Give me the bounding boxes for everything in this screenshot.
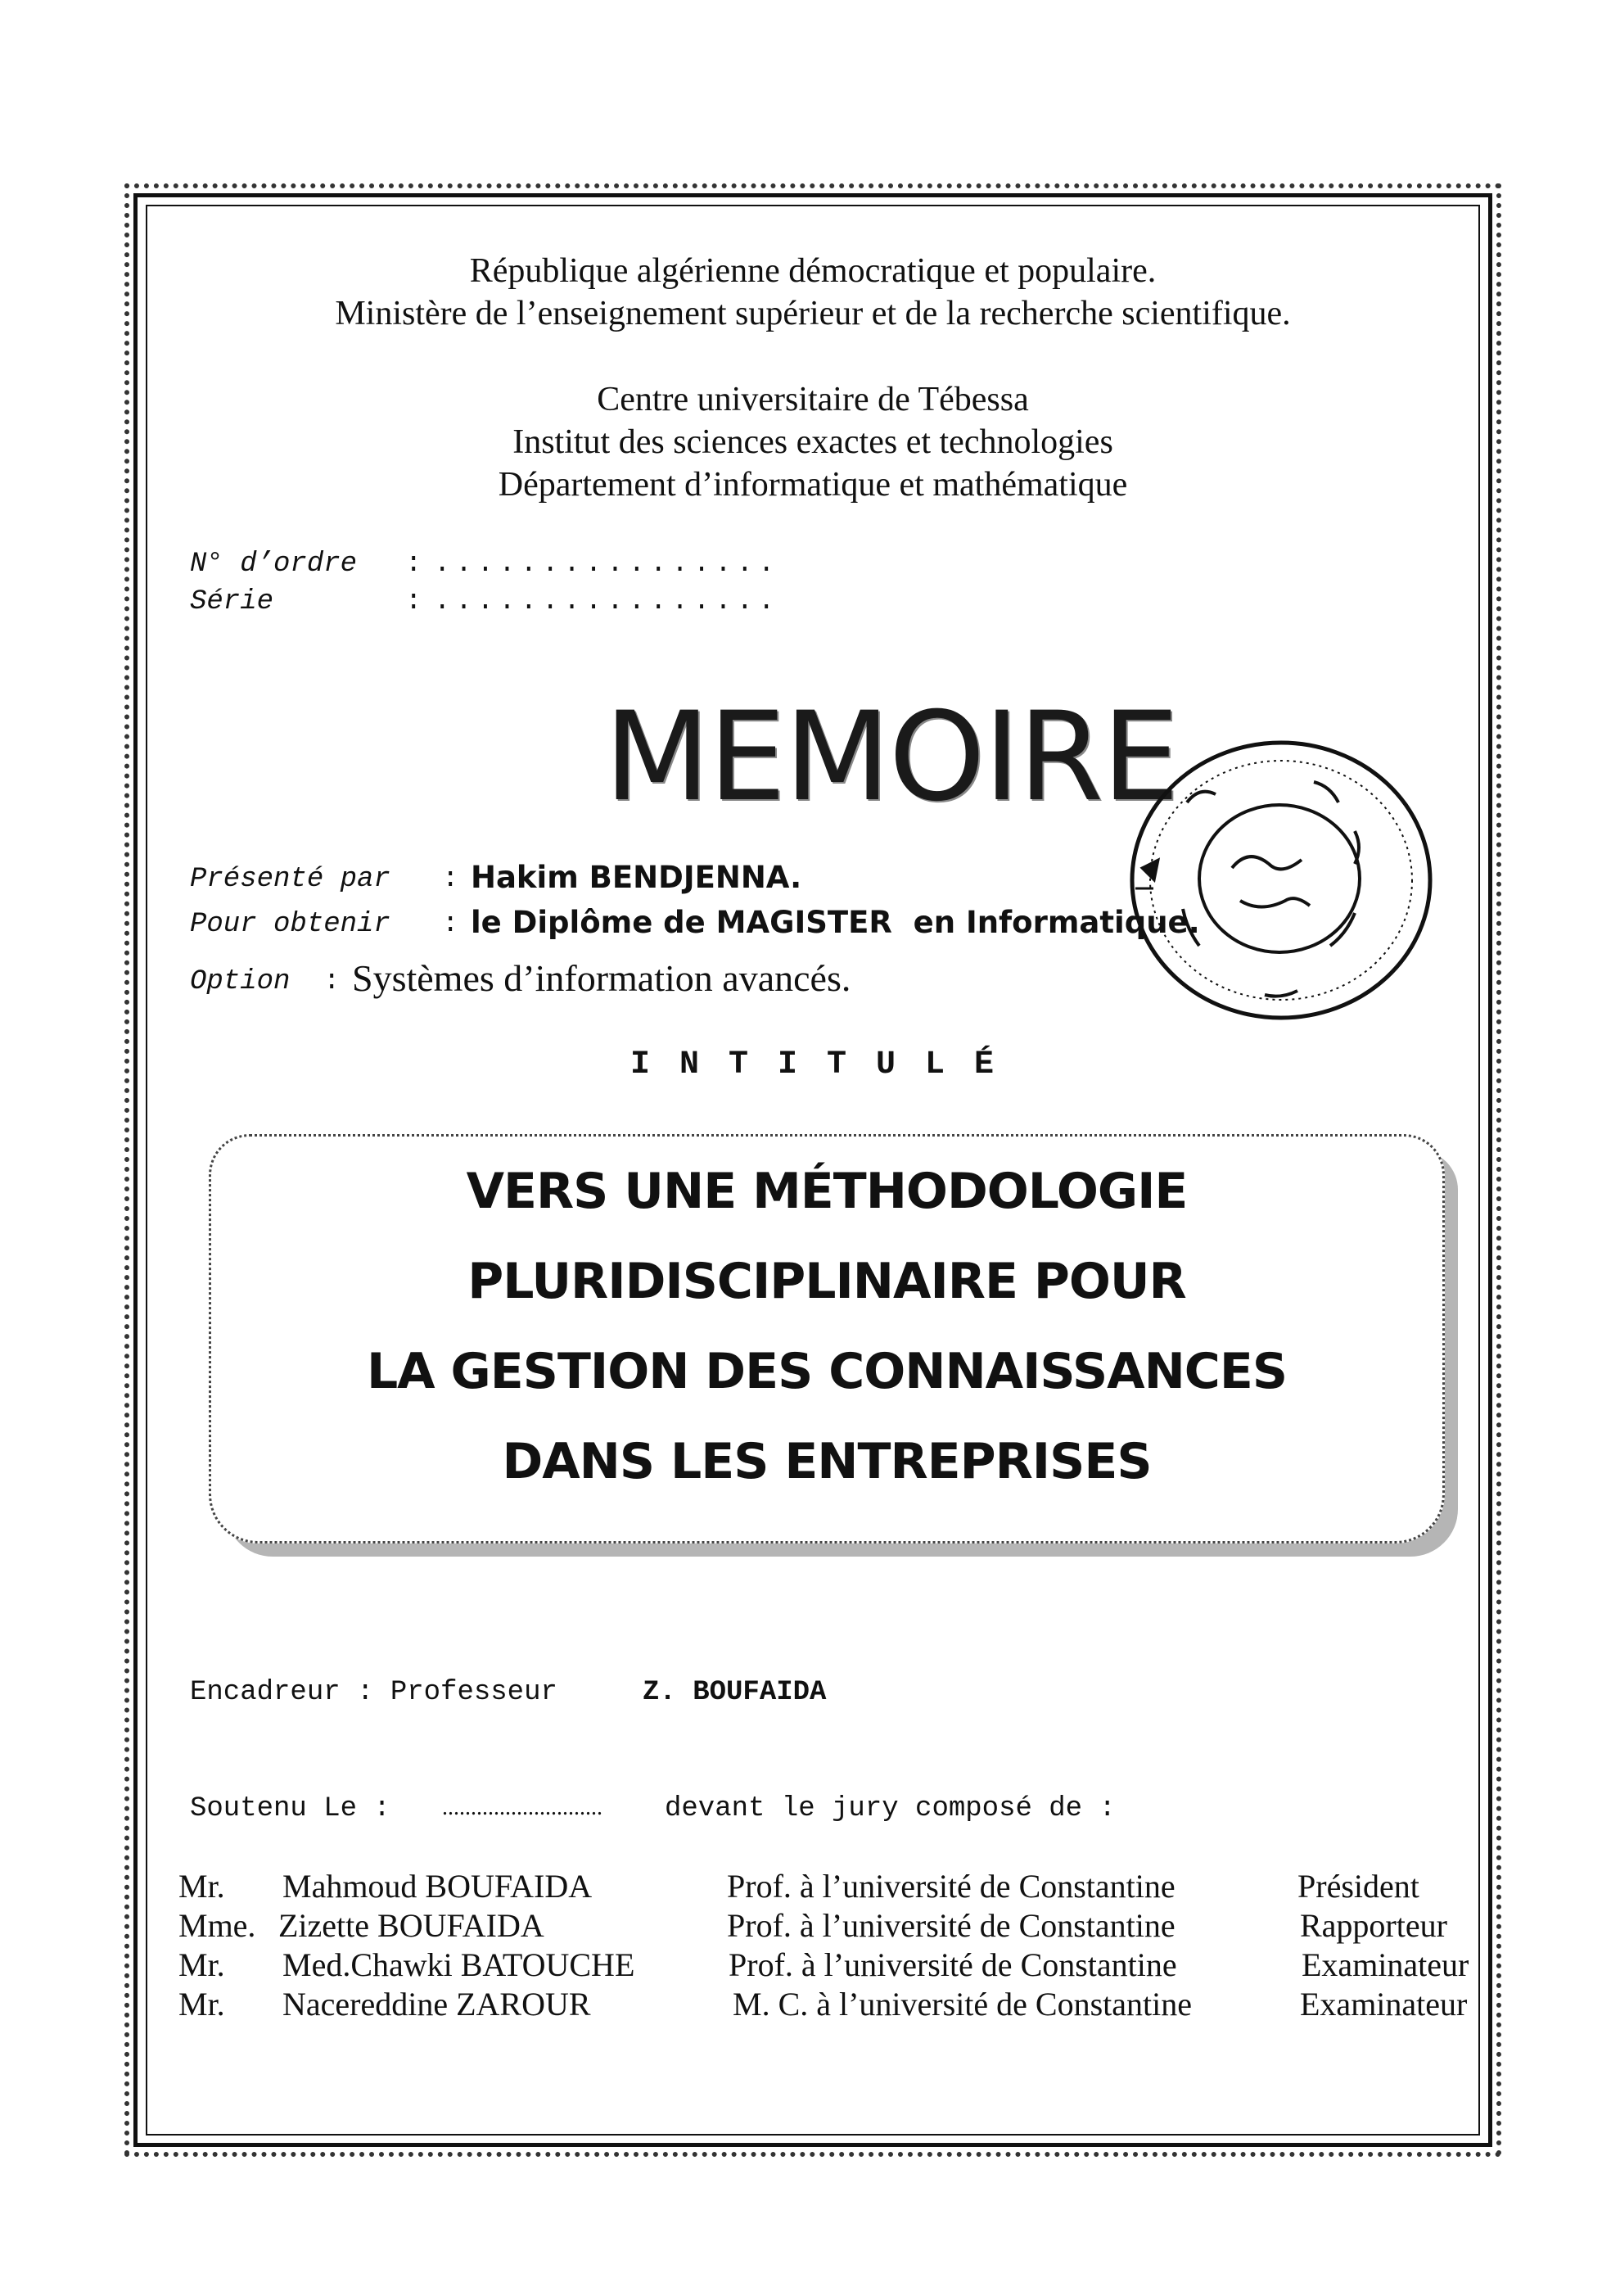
obtain-label: Pour obtenir — [190, 909, 390, 940]
ministry-line: Ministère de l’enseignement supérieur et de la recherche scientifique. — [335, 295, 1291, 332]
center-line: Centre universitaire de Tébessa — [597, 381, 1029, 418]
serie-label: Série — [190, 586, 274, 617]
jury-name: Nacereddine ZAROUR — [282, 1986, 591, 2023]
document-type-title: MEMOIRE — [604, 686, 1178, 829]
obtain-value: le Diplôme de MAGISTER en Informatique. — [471, 905, 1200, 940]
jury-position: Prof. à l’université de Constantine — [727, 1868, 1176, 1905]
thesis-title-line-1: VERS UNE MÉTHODOLOGIE — [466, 1163, 1188, 1220]
official-stamp-icon — [1109, 725, 1437, 1032]
jury-position: Prof. à l’université de Constantine — [729, 1946, 1177, 1983]
serie-dots: ................ — [434, 586, 780, 617]
order-number-colon: : — [405, 549, 422, 580]
jury-name: Med.Chawki BATOUCHE — [282, 1946, 635, 1983]
defense-date-dots: ............................ — [442, 1795, 602, 1820]
presented-by-colon: : — [442, 864, 459, 895]
intitule-label: INTITULÉ — [630, 1046, 1024, 1083]
department-line: Département d’informatique et mathématique — [498, 466, 1128, 504]
obtain-colon: : — [442, 909, 459, 940]
supervisor-name: Z. BOUFAIDA — [643, 1677, 827, 1708]
presented-by-label: Présenté par — [190, 864, 390, 895]
republic-line: République algérienne démocratique et populaire. — [469, 252, 1157, 290]
institute-line: Institut des sciences exactes et technologies — [512, 423, 1113, 461]
defense-suffix: devant le jury composé de : — [665, 1793, 1116, 1824]
order-number-label: N° d’ordre — [190, 549, 358, 580]
jury-role: Examinateur — [1302, 1946, 1469, 1983]
serie-colon: : — [405, 586, 422, 617]
presented-by-value: Hakim BENDJENNA. — [471, 860, 802, 895]
order-number-dots: ................ — [434, 549, 780, 580]
jury-name: Mahmoud BOUFAIDA — [282, 1868, 593, 1905]
jury-position: Prof. à l’université de Constantine — [727, 1907, 1176, 1944]
option-label: Option — [190, 966, 291, 997]
jury-role: Examinateur — [1300, 1986, 1468, 2023]
supervisor-label: Encadreur : Professeur — [190, 1677, 557, 1708]
thesis-title-line-2: PLURIDISCIPLINAIRE POUR — [467, 1253, 1186, 1310]
option-colon: : — [323, 966, 341, 997]
jury-name: Zizette BOUFAIDA — [278, 1907, 544, 1944]
option-value: Systèmes d’information avancés. — [352, 957, 851, 999]
jury-title: Mr. — [178, 1946, 225, 1983]
jury-title: Mme. — [178, 1907, 256, 1944]
jury-title: Mr. — [178, 1868, 225, 1905]
jury-role: Président — [1297, 1868, 1419, 1905]
jury-position: M. C. à l’université de Constantine — [733, 1986, 1193, 2023]
defense-label: Soutenu Le : — [190, 1793, 390, 1824]
thesis-title-line-4: DANS LES ENTREPRISES — [502, 1433, 1152, 1490]
jury-role: Rapporteur — [1300, 1907, 1447, 1944]
thesis-title-line-3: LA GESTION DES CONNAISSANCES — [366, 1343, 1288, 1400]
jury-title: Mr. — [178, 1986, 225, 2023]
